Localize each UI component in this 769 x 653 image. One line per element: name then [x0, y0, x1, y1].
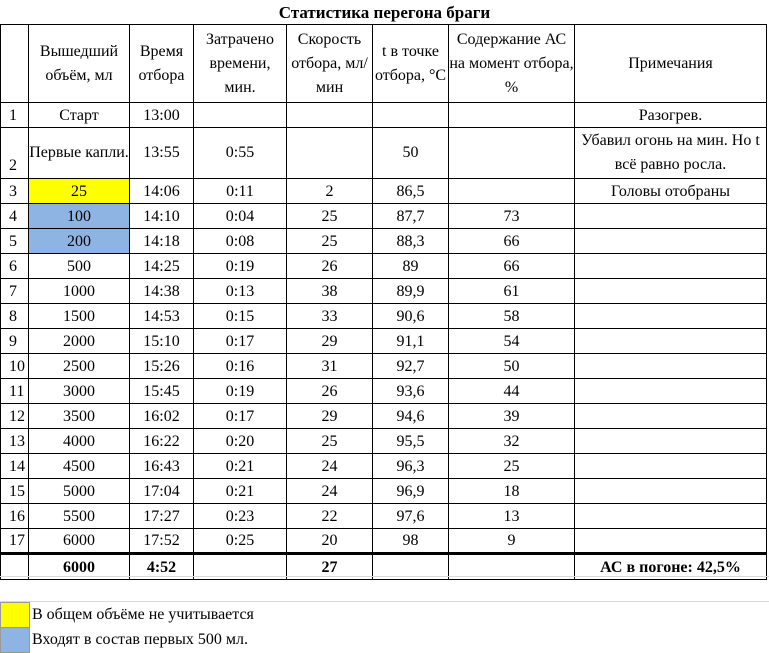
- cell-notes: [575, 404, 767, 429]
- legend-item-excluded: [0, 602, 769, 627]
- table-row: [1, 529, 767, 554]
- header-notes: Примечания: [575, 25, 767, 103]
- cell-time-spent: 0:13: [194, 279, 287, 304]
- header-volume: Вышедший объём, мл: [29, 25, 130, 103]
- row-index: 3: [1, 179, 29, 204]
- row-index: 9: [1, 329, 29, 354]
- row-index: 5: [1, 229, 29, 254]
- cell-temperature: [373, 103, 449, 128]
- cell-speed: 24: [287, 479, 373, 504]
- cell-temperature: 94,6: [373, 404, 449, 429]
- cell-abv: 50: [449, 354, 575, 379]
- cell-volume: 100: [29, 204, 130, 229]
- cell-time-spent: 0:04: [194, 204, 287, 229]
- cell-time-spent: 0:15: [194, 304, 287, 329]
- cell-time-spent: 0:17: [194, 404, 287, 429]
- row-index: 6: [1, 254, 29, 279]
- cell-abv: 25: [449, 454, 575, 479]
- cell-time-spent: 0:17: [194, 329, 287, 354]
- cell-speed: 26: [287, 254, 373, 279]
- cell-temperature: 97,6: [373, 504, 449, 529]
- header-temperature: t в точке отбора, °С: [373, 25, 449, 103]
- cell-temperature: 96,3: [373, 454, 449, 479]
- cell-abv: [449, 128, 575, 179]
- cell-volume: 5500: [29, 504, 130, 529]
- cell-time-spent: 0:21: [194, 479, 287, 504]
- cell-speed: 33: [287, 304, 373, 329]
- cell-temperature: 86,5: [373, 179, 449, 204]
- cell-volume: 6000: [29, 529, 130, 554]
- cell-time: 16:22: [130, 429, 194, 454]
- cell-volume: 5000: [29, 479, 130, 504]
- table-row: [1, 404, 767, 429]
- cell-time: 14:53: [130, 304, 194, 329]
- cell-temperature: 89,9: [373, 279, 449, 304]
- cell-temperature: 50: [373, 128, 449, 179]
- cell-temperature: 98: [373, 529, 449, 554]
- cell-temperature: 96,9: [373, 479, 449, 504]
- cell-speed: 29: [287, 329, 373, 354]
- table-row: [1, 429, 767, 454]
- cell-volume: 2500: [29, 354, 130, 379]
- table-row: [1, 304, 767, 329]
- row-index: 17: [1, 529, 29, 554]
- cell-abv: 18: [449, 479, 575, 504]
- table-row: [1, 479, 767, 504]
- row-index: 16: [1, 504, 29, 529]
- legend-swatch-yellow: [0, 602, 30, 628]
- cell-notes: [575, 379, 767, 404]
- cell-abv: 66: [449, 229, 575, 254]
- row-index: 12: [1, 404, 29, 429]
- table-row: [1, 179, 767, 204]
- cell-speed: 31: [287, 354, 373, 379]
- cell-time: 16:02: [130, 404, 194, 429]
- cell-time: 14:25: [130, 254, 194, 279]
- cell-volume: 1000: [29, 279, 130, 304]
- cell-volume: 3000: [29, 379, 130, 404]
- table-row: [1, 103, 767, 128]
- legend-text: В общем объёме не учитывается: [32, 606, 254, 623]
- row-index: 7: [1, 279, 29, 304]
- cell-temperature: 88,3: [373, 229, 449, 254]
- cell-temperature: 89: [373, 254, 449, 279]
- cell-volume: 4500: [29, 454, 130, 479]
- cell-time-spent: 0:20: [194, 429, 287, 454]
- cell-notes: [575, 354, 767, 379]
- cell-time-spent: 0:25: [194, 529, 287, 554]
- cell-temperature: 87,7: [373, 204, 449, 229]
- header-speed: Скорость отбора, мл/мин: [287, 25, 373, 103]
- row-index: 8: [1, 304, 29, 329]
- cell-notes: Разогрев.: [575, 103, 767, 128]
- cell-time: 13:00: [130, 103, 194, 128]
- row-index: 15: [1, 479, 29, 504]
- legend-text: Входят в состав первых 500 мл.: [32, 631, 248, 648]
- cell-temperature: 93,6: [373, 379, 449, 404]
- cell-abv: 73: [449, 204, 575, 229]
- cell-time: 13:55: [130, 128, 194, 179]
- cell-abv: [449, 103, 575, 128]
- cell-speed: 29: [287, 404, 373, 429]
- cell-notes: [575, 254, 767, 279]
- cell-notes: [575, 504, 767, 529]
- cell-abv: 61: [449, 279, 575, 304]
- table-row: [1, 329, 767, 354]
- page-title: Статистика перегона браги: [278, 3, 491, 22]
- cell-abv: 66: [449, 254, 575, 279]
- cell-time: 15:26: [130, 354, 194, 379]
- cell-volume: 25: [29, 179, 130, 204]
- cell-speed: [287, 128, 373, 179]
- cell-volume: 3500: [29, 404, 130, 429]
- cell-notes: [575, 454, 767, 479]
- cell-time: 17:04: [130, 479, 194, 504]
- table-row: [1, 128, 767, 179]
- cell-notes: Убавил огонь на мин. Но t всё равно росла.: [575, 128, 767, 179]
- cell-speed: [287, 103, 373, 128]
- cell-speed: 24: [287, 454, 373, 479]
- table-row: [1, 454, 767, 479]
- cell-abv: 39: [449, 404, 575, 429]
- table-row: [1, 354, 767, 379]
- cell-abv: 58: [449, 304, 575, 329]
- cell-notes: [575, 479, 767, 504]
- header-time-spent: Затрачено времени, мин.: [194, 25, 287, 103]
- legend-swatch-blue: [0, 627, 30, 653]
- table-row: [1, 204, 767, 229]
- cell-notes: [575, 204, 767, 229]
- cell-speed: 26: [287, 379, 373, 404]
- cell-time: 17:27: [130, 504, 194, 529]
- table-row: [1, 254, 767, 279]
- cell-speed: 22: [287, 504, 373, 529]
- cell-time-spent: 0:55: [194, 128, 287, 179]
- cell-temperature: 91,1: [373, 329, 449, 354]
- cell-speed: 2: [287, 179, 373, 204]
- distillation-table: [0, 24, 767, 580]
- table-row: [1, 504, 767, 529]
- total-volume: 6000: [29, 554, 130, 580]
- cell-time-spent: 0:21: [194, 454, 287, 479]
- cell-time: 14:38: [130, 279, 194, 304]
- header-abv: Содержание АС на момент отбора, %: [449, 25, 575, 103]
- row-index: 11: [1, 379, 29, 404]
- cell-abv: 9: [449, 529, 575, 554]
- cell-time-spent: [194, 103, 287, 128]
- cell-notes: Головы отобраны: [575, 179, 767, 204]
- cell-time: 14:10: [130, 204, 194, 229]
- cell-speed: 38: [287, 279, 373, 304]
- cell-speed: 25: [287, 204, 373, 229]
- cell-speed: 25: [287, 229, 373, 254]
- cell-time-spent: 0:08: [194, 229, 287, 254]
- cell-speed: 25: [287, 429, 373, 454]
- row-index: 14: [1, 454, 29, 479]
- header-row: [1, 25, 767, 103]
- cell-time-spent: 0:19: [194, 254, 287, 279]
- cell-time: 17:52: [130, 529, 194, 554]
- cell-temperature: 95,5: [373, 429, 449, 454]
- row-index: 2: [1, 128, 29, 179]
- cell-volume: Старт: [29, 103, 130, 128]
- legend-item-first-500: [0, 627, 769, 652]
- cell-abv: [449, 179, 575, 204]
- cell-volume: 500: [29, 254, 130, 279]
- cell-notes: [575, 304, 767, 329]
- cell-abv: 44: [449, 379, 575, 404]
- cell-time-spent: 0:16: [194, 354, 287, 379]
- cell-time-spent: 0:11: [194, 179, 287, 204]
- cell-time: 14:18: [130, 229, 194, 254]
- cell-volume: Первые капли.: [29, 128, 130, 179]
- header-time: Время отбора: [130, 25, 194, 103]
- table-row: [1, 229, 767, 254]
- cell-time-spent: 0:23: [194, 504, 287, 529]
- cell-notes: [575, 279, 767, 304]
- cell-notes: [575, 229, 767, 254]
- row-index: 1: [1, 103, 29, 128]
- cell-abv: 32: [449, 429, 575, 454]
- cell-time: 15:45: [130, 379, 194, 404]
- cell-speed: 20: [287, 529, 373, 554]
- cell-notes: [575, 529, 767, 554]
- row-index: 4: [1, 204, 29, 229]
- cell-volume: 4000: [29, 429, 130, 454]
- cell-time: 16:43: [130, 454, 194, 479]
- cell-abv: 54: [449, 329, 575, 354]
- total-time: 4:52: [130, 554, 194, 580]
- total-notes: АС в погоне: 42,5%: [575, 554, 767, 580]
- cell-notes: [575, 429, 767, 454]
- cell-notes: [575, 329, 767, 354]
- cell-temperature: 92,7: [373, 354, 449, 379]
- cell-volume: 1500: [29, 304, 130, 329]
- cell-temperature: 90,6: [373, 304, 449, 329]
- cell-abv: 13: [449, 504, 575, 529]
- table-row: [1, 379, 767, 404]
- cell-volume: 2000: [29, 329, 130, 354]
- cell-volume: 200: [29, 229, 130, 254]
- cell-time: 15:10: [130, 329, 194, 354]
- cell-time: 14:06: [130, 179, 194, 204]
- table-row: [1, 279, 767, 304]
- row-index: 13: [1, 429, 29, 454]
- cell-time-spent: 0:19: [194, 379, 287, 404]
- header-index: [1, 25, 29, 103]
- row-index: 10: [1, 354, 29, 379]
- total-speed: 27: [287, 554, 373, 580]
